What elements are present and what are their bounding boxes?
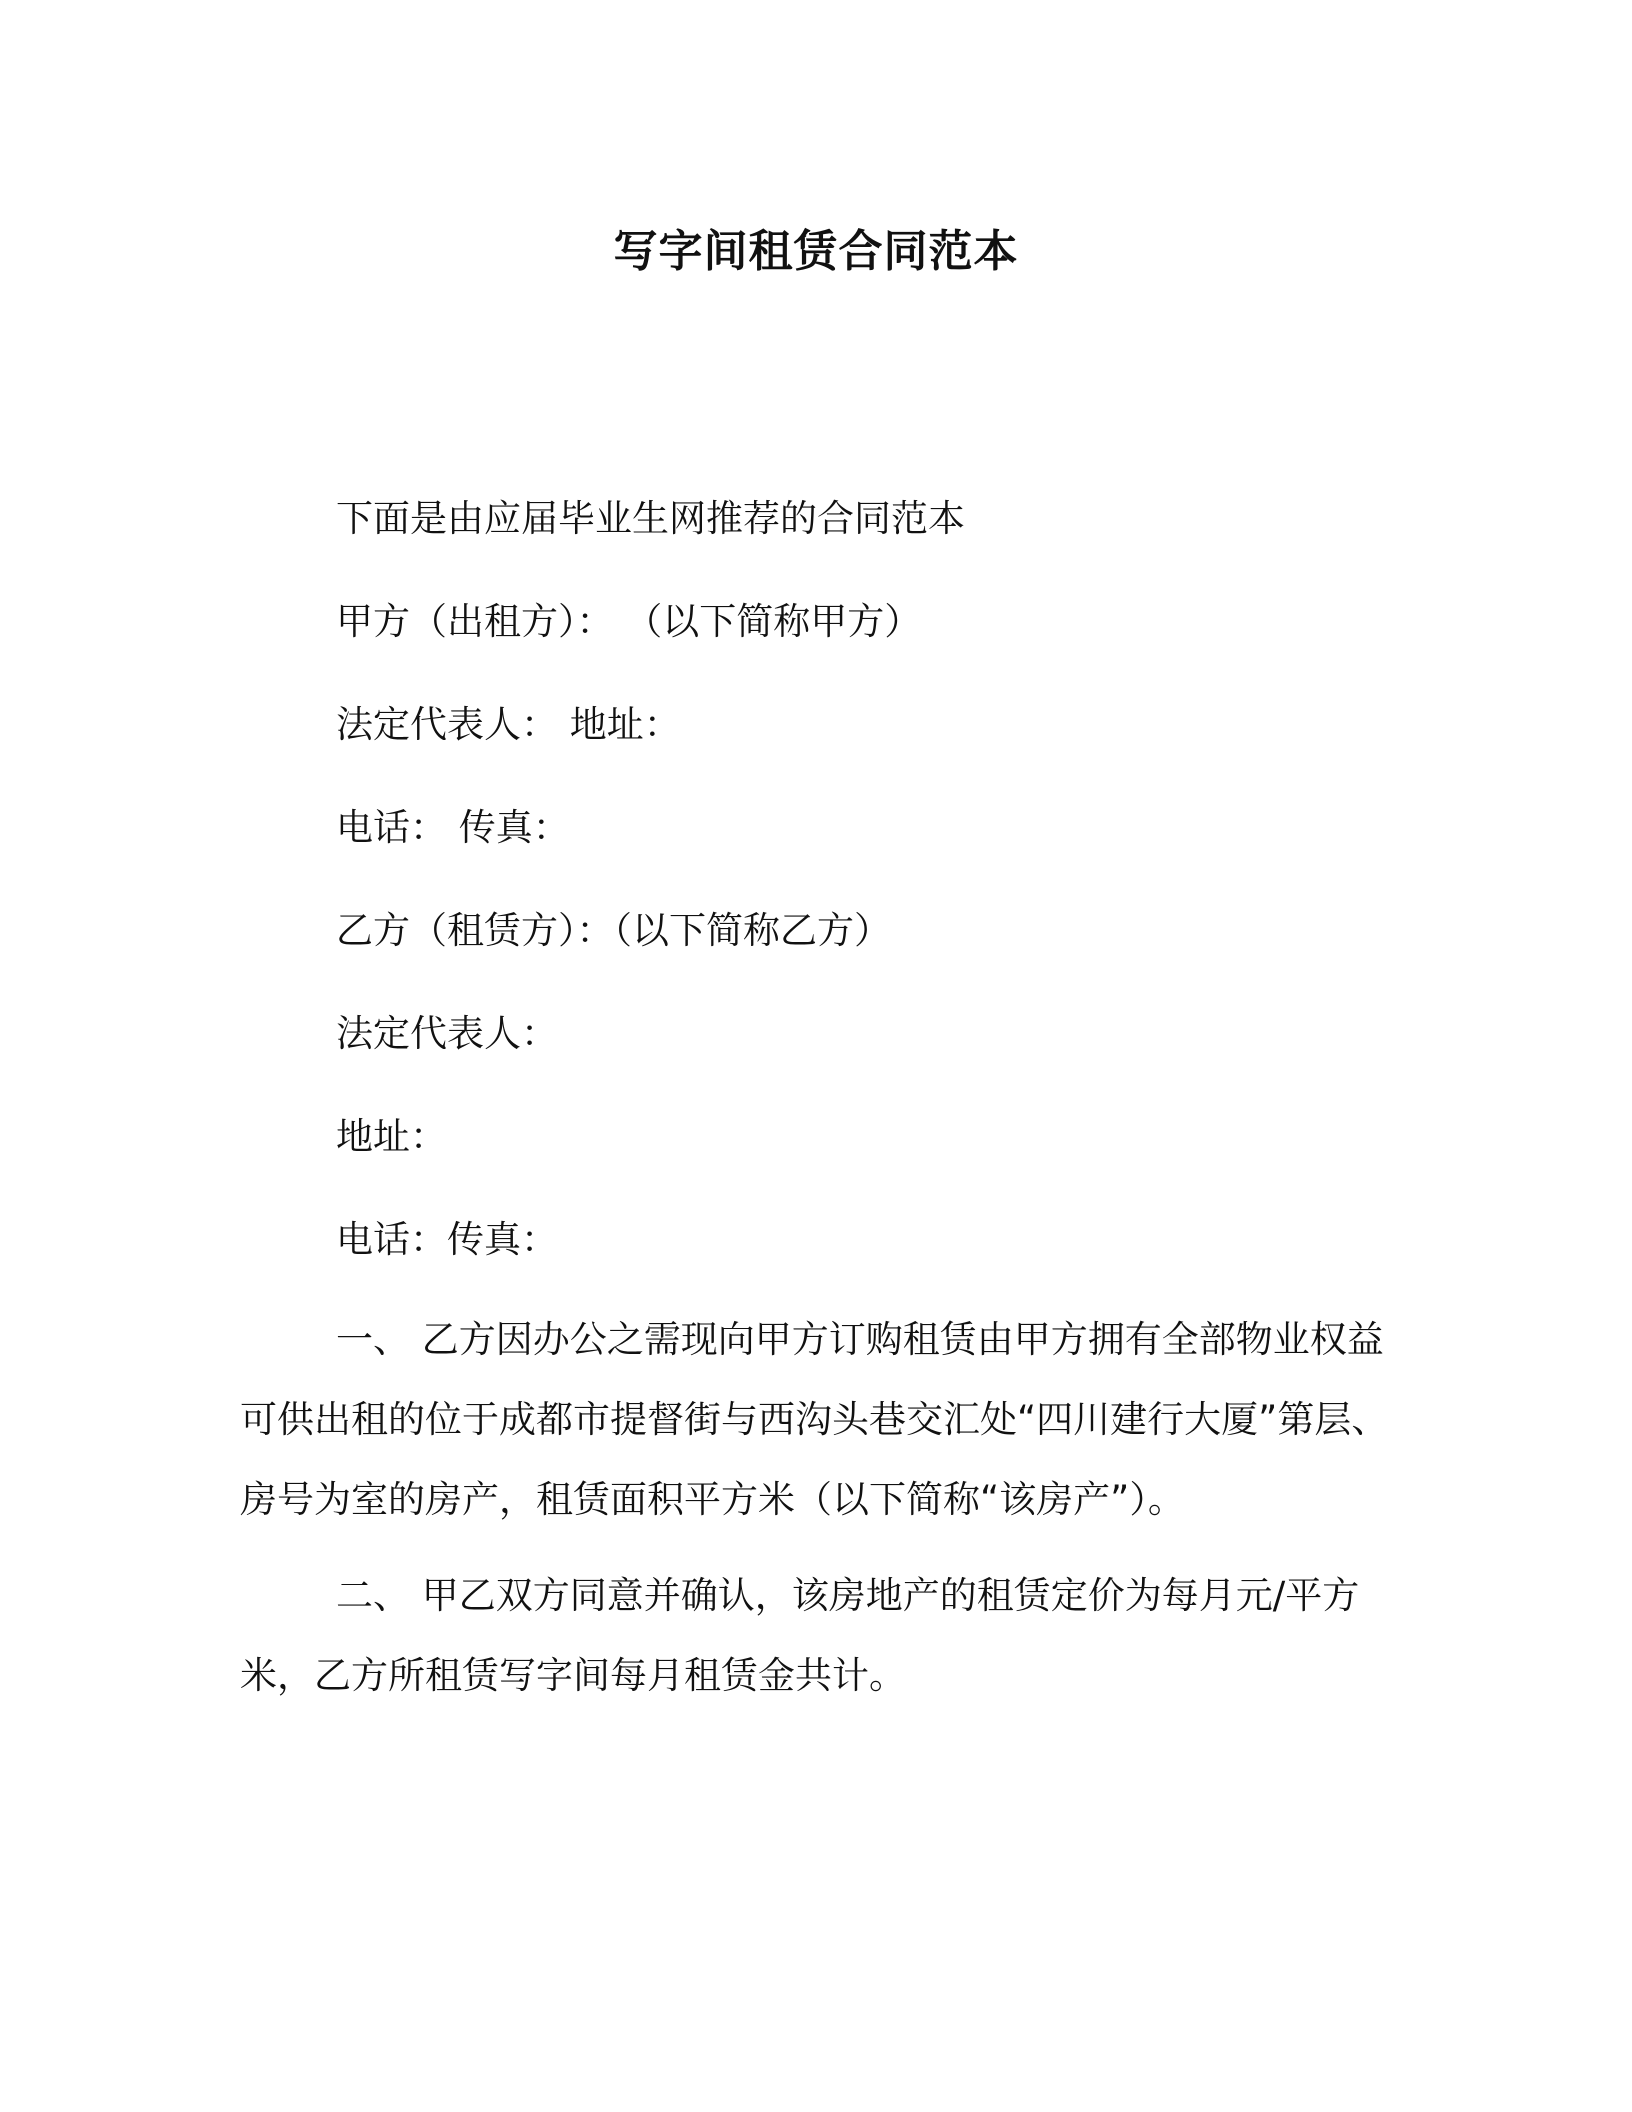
party-b-representative-line: 法定代表人： (336, 1012, 558, 1055)
document-title: 写字间租赁合同范本 (613, 226, 1019, 277)
intro-line: 下面是由应届毕业生网推荐的合同范本 (336, 497, 965, 540)
clause-1-paragraph: 一、 乙方因办公之需现向甲方订购租赁由甲方拥有全部物业权益可供出租的位于成都市提督街与西沟头巷交汇处“四川建行大厦”第层、房号为室的房产，租赁面积平方米（以下简称“该房产”）。 (240, 1318, 1389, 1521)
party-a-phone-fax-line: 电话： 传真： (336, 806, 570, 849)
clause-2-paragraph: 二、 甲乙双方同意并确认，该房地产的租赁定价为每月元/平方米，乙方所租赁写字间每月租赁金共计。 (240, 1574, 1360, 1697)
party-b-phone-fax-line: 电话：传真： (336, 1218, 558, 1261)
party-b-name-line: 乙方（租赁方）：（以下简称乙方） (336, 909, 891, 952)
party-a-representative-address-line: 法定代表人： 地址： (336, 703, 681, 746)
party-a-name-line: 甲方（出租方）： （以下简称甲方） (336, 600, 922, 643)
party-b-address-line: 地址： (336, 1115, 447, 1158)
